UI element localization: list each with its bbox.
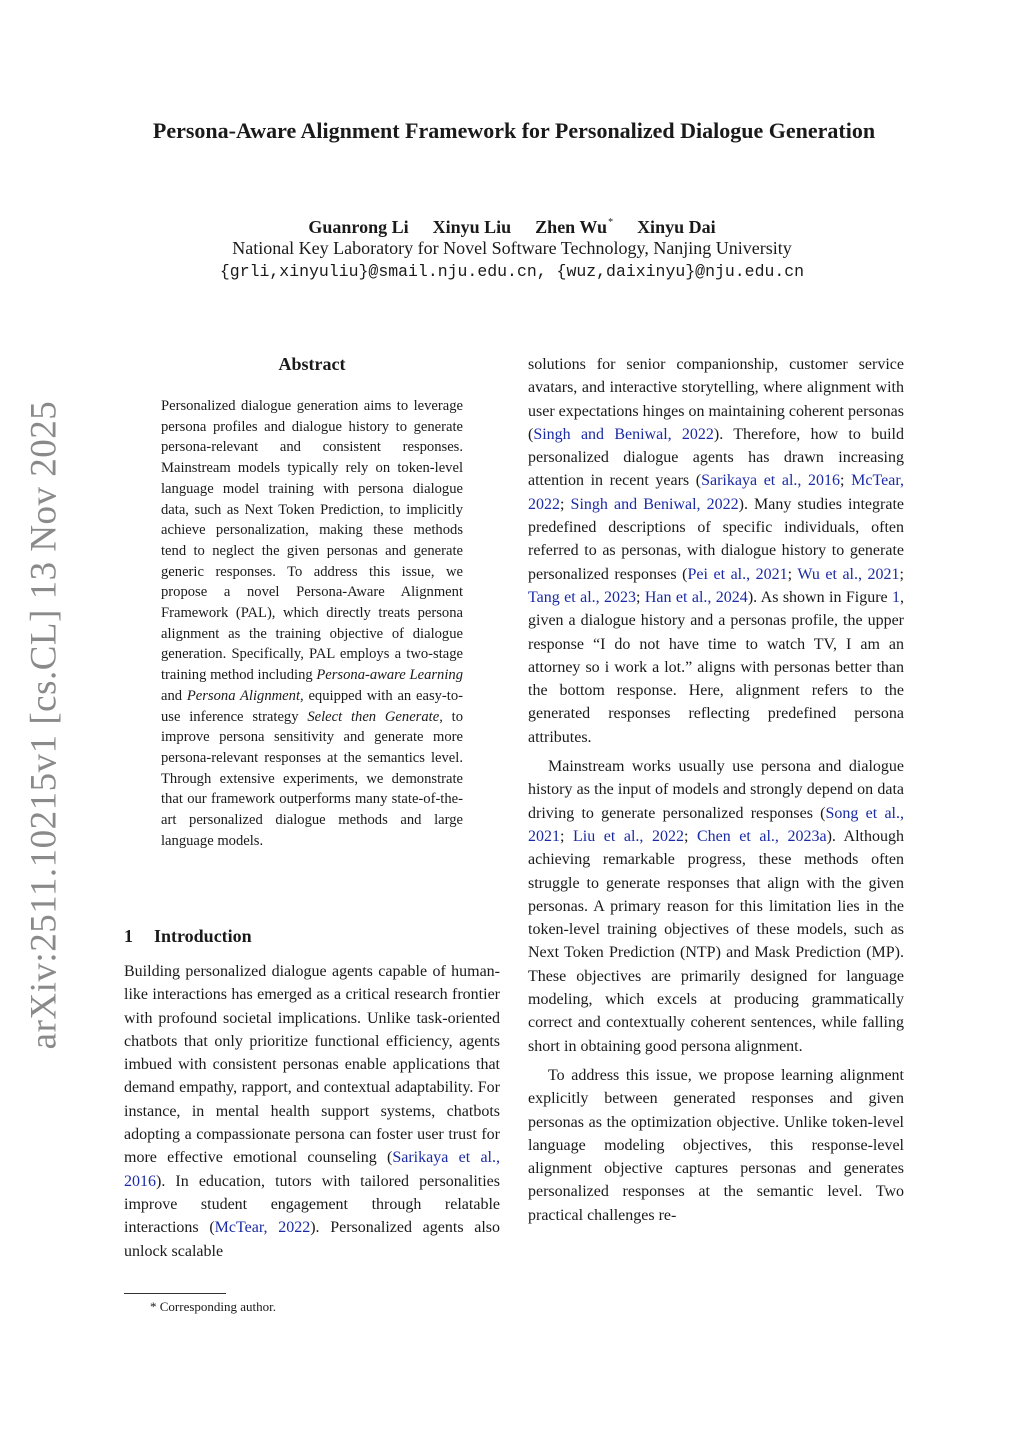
affiliation: National Key Laboratory for Novel Software Technology, Nanjing University (232, 238, 792, 258)
abstract-heading: Abstract (278, 354, 346, 374)
citation-link[interactable]: Chen et al., 2023a (696, 827, 827, 845)
section-number: 1 (124, 926, 133, 946)
figure-reference-link[interactable]: 1 (892, 588, 901, 606)
citation-link[interactable]: Liu et al., 2022 (573, 827, 684, 845)
author-name: Xinyu Dai (637, 217, 716, 237)
citation-link[interactable]: Pei et al., 2021 (687, 565, 788, 583)
emphasized-term: Persona-aware Learning (316, 667, 463, 684)
footnote-rule (124, 1293, 226, 1294)
emphasized-term: Persona Alignment (186, 687, 301, 704)
introduction-paragraph-2: Mainstream works usually use persona and dialogue history as the input of models and strongly depend on data driving to generate personalized responses (Song et al., 2021; Liu et al., 2022; Chen et al., 2023a). Although achieving remarkable progress, these methods often struggle to generate responses that align with the given personas. A primary reason for this limitation lies in the token-level training objectives of these models, such as Next Token Prediction (NTP) and Mask Prediction (MP). These objectives are primarily designed for language modeling, which excels at producing grammatically correct and contextually coherent sentences, while falling short in obtaining good persona alignment. (528, 758, 904, 1055)
author-name: Zhen Wu* (535, 217, 614, 237)
abstract-text: Personalized dialogue generation aims to leverage persona profiles and dialogue history to generate persona-relevant and consistent responses. Mainstream models typically rely on token-level language model training with persona dialogue data, such as Next Token Prediction, to implicitly achieve personalization, making these methods tend to neglect the given personas and generate generic responses. To address this issue, we propose a novel Persona-Aware Alignment Framework (PAL), which directly treats persona alignment as the training objective of dialogue generation. Specifically, PAL employs a two-stage training method including Persona-aware Learning and Persona Alignment, equipped with an easy-to-use inference strategy Select then Generate, to improve persona sensitivity and generate more persona-relevant responses at the semantics level. Through extensive experiments, we demonstrate that our framework outperforms many state-of-the-art personalized dialogue methods and large language models. (161, 398, 464, 849)
section-title: Introduction (154, 926, 252, 946)
citation-link[interactable]: Han et al., 2024 (644, 588, 748, 606)
citation-link[interactable]: Singh and Beniwal, 2022 (533, 425, 714, 443)
corresponding-author-mark: * (608, 217, 614, 228)
footnote-corresponding-author: * Corresponding author. (150, 1299, 277, 1314)
introduction-paragraph-3: To address this issue, we propose learning alignment explicitly between generated responses and given personas as the optimization objective. Unlike token-level language modeling objectives, this response-level alignment objective captures personas and generates personalized responses at the semantic level. Two practical challenges re- (528, 1066, 904, 1224)
author-emails: {grli,xinyuliu}@smail.nju.edu.cn, {wuz,daixinyu}@nju.edu.cn (219, 262, 805, 281)
citation-link[interactable]: McTear, 2022 (528, 472, 904, 513)
section-heading-introduction (124, 924, 252, 948)
paper-title: Persona-Aware Alignment Framework for Personalized Dialogue Generation (152, 118, 876, 143)
arxiv-identifier: arXiv:2511.10215v1 [cs.CL] 13 Nov 2025 (23, 400, 65, 1050)
introduction-paragraph-1: Building personalized dialogue agents capable of human-like interactions has emerged as a critical research frontier with profound societal implications. Unlike task-oriented chatbots that only prioritize functional efficiency, agents imbued with consistent personas enable applications that demand empathy, rapport, and contextual adaptability. For instance, in mental health support systems, chatbots adopting a compassionate persona can foster user trust for more effective emotional counseling (Sarikaya et al., 2016). In education, tutors with tailored personalities improve student engagement through relatable interactions (McTear, 2022). Personalized agents also unlock scalable (124, 963, 500, 1260)
citation-link[interactable]: Song et al., 2021 (528, 804, 904, 845)
citation-link[interactable]: Sarikaya et al., 2016 (124, 1149, 500, 1190)
author-list (0, 211, 1024, 239)
author-name: Guanrong Li (308, 217, 409, 237)
emphasized-term: Select then Generate (307, 708, 440, 725)
author-name: Xinyu Liu (432, 217, 512, 237)
introduction-paragraph-continued: solutions for senior companionship, customer service avatars, and interactive storytelling, where alignment with user expectations hinges on maintaining coherent personas (Singh and Beniwal, 2022). Therefore, how to build personalized dialogue agents has drawn increasing attention in recent years (Sarikaya et al., 2016; McTear, 2022; Singh and Beniwal, 2022). Many studies integrate predefined descriptions of specific individuals, often referred to as personas, with dialogue history to generate personalized responses (Pei et al., 2021; Wu et al., 2021; Tang et al., 2023; Han et al., 2024). As shown in Figure 1, given a dialogue history and a personas profile, the upper response “I do not have time to watch TV, I am an attorney so i work a lot.” aligns with personas better than the bottom response. Here, alignment refers to the generated responses reflecting predefined persona attributes. (528, 356, 905, 746)
right-column (528, 353, 904, 1233)
citation-link[interactable]: Singh and Beniwal, 2022 (570, 495, 739, 513)
citation-link[interactable]: Sarikaya et al., 2016 (701, 472, 841, 490)
citation-link[interactable]: Wu et al., 2021 (797, 565, 900, 583)
citation-link[interactable]: McTear, 2022 (214, 1219, 311, 1237)
citation-link[interactable]: Tang et al., 2023 (528, 588, 637, 606)
